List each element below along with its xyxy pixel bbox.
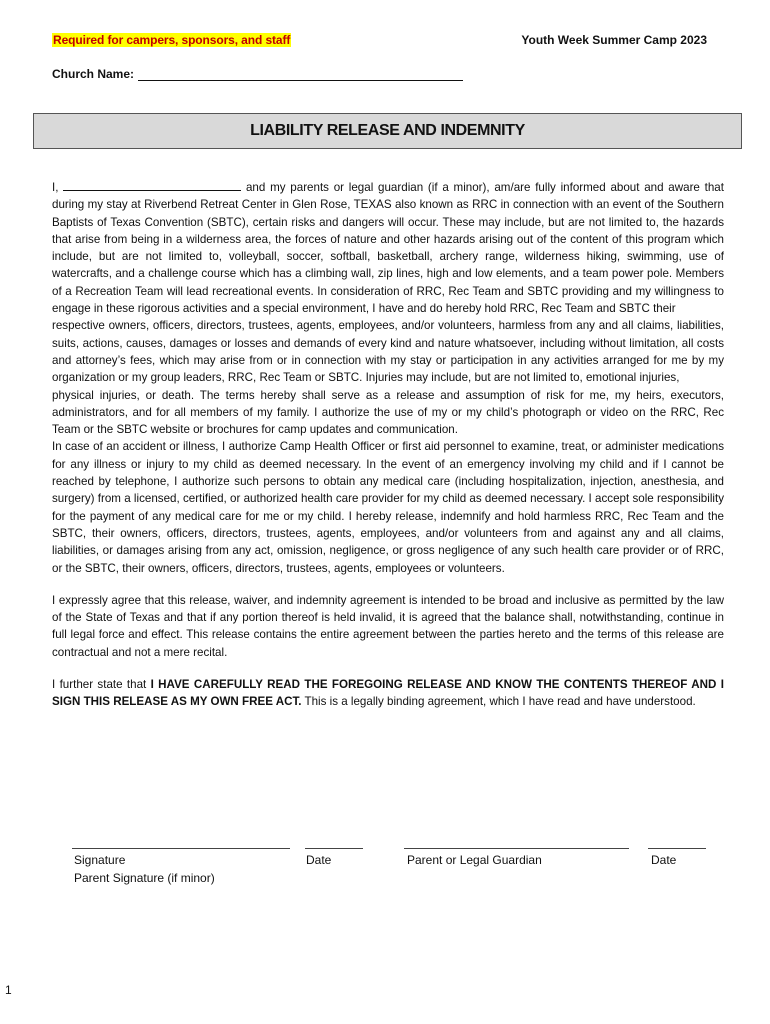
church-name-label: Church Name:: [52, 67, 135, 81]
date-label-2: Date: [651, 853, 677, 867]
paragraph-1-start: I,: [52, 181, 59, 194]
page-number: 1: [5, 983, 12, 997]
date-line-2[interactable]: [648, 848, 706, 849]
paragraph-1: [52, 179, 724, 317]
paragraph-2: respective owners, officers, directors, trustees, agents, employees, and/or volunteers, harmless from any and all claims, liabilities, suits, actions, causes, damages or losses and demands of every kind and nature whatsoever, including without limitation, all costs and attorney’s fees, which may arise from or in connection with my stay or participation in any activities arranged for me by my organization or my group leaders, RRC, Rec Team or SBTC. Injuries may include, but are not limited to, emotional injuries,: [52, 319, 724, 385]
date-line-1[interactable]: [305, 848, 363, 849]
date-label-1: Date: [306, 853, 332, 867]
paragraph-6: [52, 676, 724, 711]
participant-name-blank[interactable]: [63, 180, 241, 191]
paragraph-3: physical injuries, or death. The terms hereby shall serve as a release and assumption of risk for me, my heirs, executors, administrators, and for all members of my family. I authorize the use of my or my child’s photograph or video on the RRC, Rec Team or the SBTC website or brochures for camp updates and communication.: [52, 388, 724, 437]
release-body: [52, 179, 724, 711]
paragraph-5: I expressly agree that this release, waiver, and indemnity agreement is intended to be broad and inclusive as permitted by the law of the State of Texas and that if any portion thereof is held invalid, it is agreed that the balance shall, notwithstanding, continue in full legal force and effect. This release contains the entire agreement between the parties hereto and the terms of this release are contractual and not a mere recital.: [52, 593, 724, 659]
church-name-field: [52, 67, 463, 81]
paragraph-4: In case of an accident or illness, I authorize Camp Health Officer or first aid personnel to examine, treat, or administer medications for any illness or injury to my child as deemed necessary. In the event of an emergency involving my child and if I cannot be reached by telephone, I authorize such persons to obtain any medical care (including hospitalization, injection, anesthesia, and surgery) from a licensed, certified, or authorized health care provider for my child as deemed necessary. I accept sole responsibility for the payment of any medical care for me or my child. I hereby release, indemnify and hold harmless RRC, Rec Team and the SBTC, their owners, officers, directors, trustees, agents, employees, and/or volunteers from and against any and all claims, liabilities, or damages arising from any act, omission, negligence, or gross negligence of any such health care provider or of RRC, or the SBTC, their owners, officers, directors, trustees, agents, employees or volunteers.: [52, 440, 724, 575]
church-name-blank[interactable]: [138, 68, 463, 81]
guardian-signature-line[interactable]: [404, 848, 629, 849]
paragraph-6-start: I further state that: [52, 678, 151, 692]
paragraph-1-text: and my parents or legal guardian (if a minor), am/are fully informed about and aware that during my stay at Riverbend Retreat Center in Glen Rose, TEXAS also known as RRC in connection with an event of the Southern Baptists of Texas Convention (SBTC), certain risks and dangers will occur. These may include, but are not limited to, the hazards that arise from being in a wilderness area, the forces of nature and other hazards arising out of the content of this program which include, but are not limited to, volleyball, soccer, softball, basketball, archery range, wilderness hiking, swimming, use of watercrafts, and a challenge course which has a climbing wall, zip lines, high and low elements, and a team power pole. Members of a Recreation Team will lead recreational events. In consideration of RRC, Rec Team and SBTC providing and my willingness to engage in these rigorous activities and a special environment, I have and do hereby hold RRC, Rec Team and SBTC their: [52, 181, 724, 316]
paragraph-6-bold: I HAVE CAREFULLY READ THE FOREGOING RELEASE AND KNOW THE CONTENTS THEREOF AND I SIGN THIS RELEASE AS MY OWN FREE ACT.: [52, 678, 724, 709]
signature-label: Signature: [74, 853, 126, 867]
required-note: Required for campers, sponsors, and staff: [53, 33, 291, 47]
guardian-label: Parent or Legal Guardian: [407, 853, 542, 867]
signature-line[interactable]: [72, 848, 290, 849]
document-title-box: [33, 113, 742, 149]
document-title: LIABILITY RELEASE AND INDEMNITY: [250, 122, 525, 139]
paragraph-6-end: This is a legally binding agreement, which I have read and have understood.: [301, 695, 696, 709]
parent-signature-label: Parent Signature (if minor): [74, 871, 215, 885]
camp-title: Youth Week Summer Camp 2023: [521, 33, 707, 47]
